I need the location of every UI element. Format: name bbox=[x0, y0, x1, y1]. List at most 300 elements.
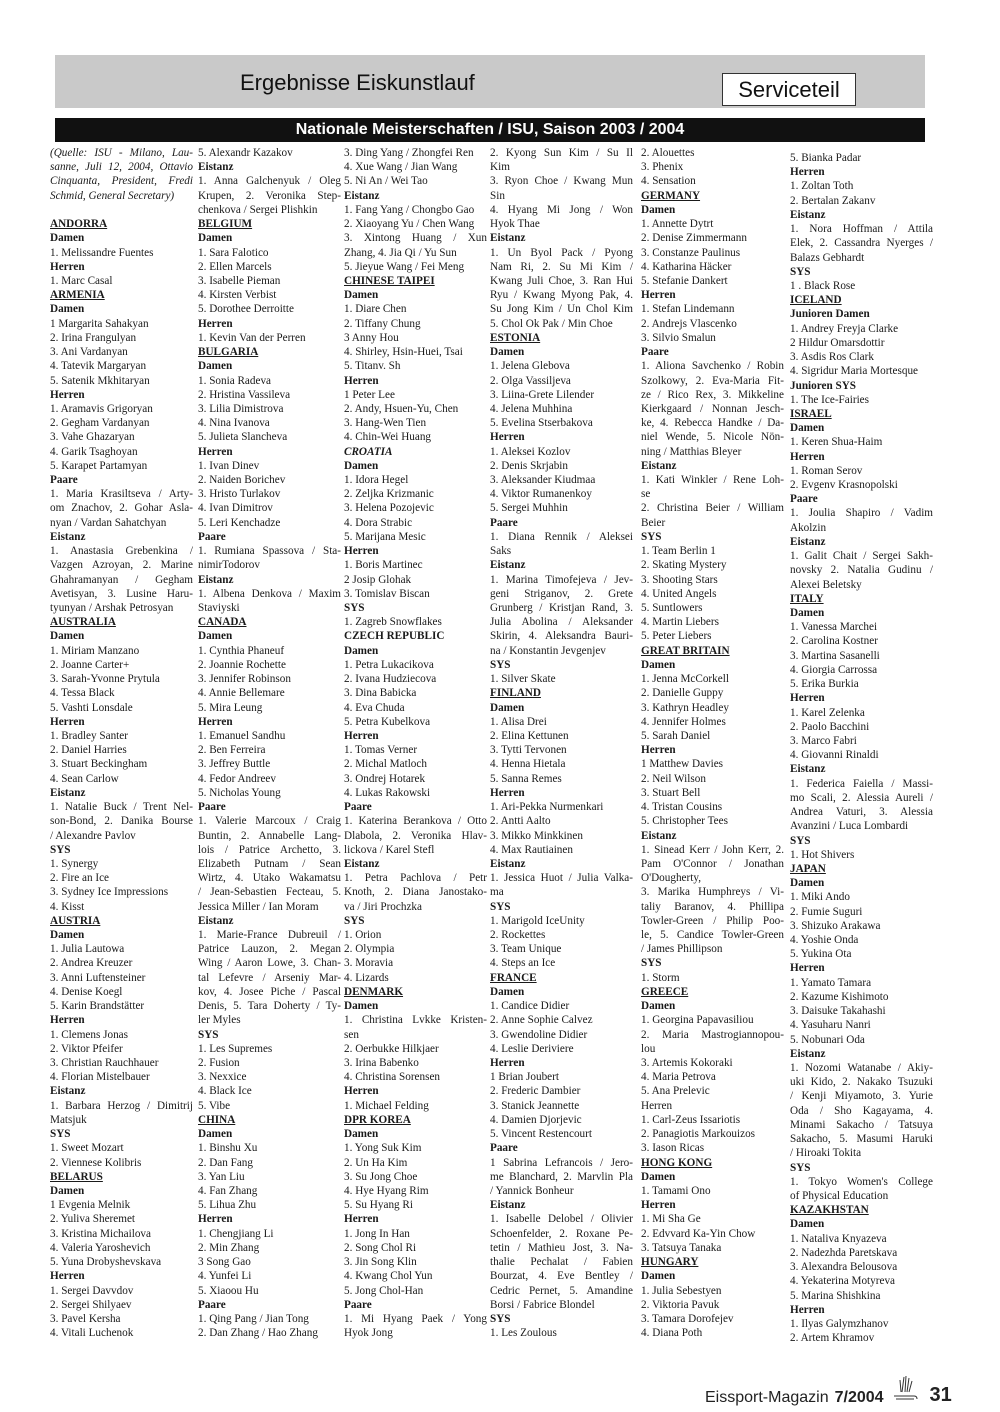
result-line: 1. Petra Pachlova / Petr bbox=[344, 872, 487, 885]
result-line: Oda / Sho Kagayama, 4. bbox=[790, 1104, 933, 1117]
result-line: 3 Song Gao bbox=[198, 1256, 251, 1269]
result-line: Pam O'Connor / Jonathan bbox=[641, 857, 784, 870]
source-note: sanne, Juli 12, 2004, Ottavio bbox=[50, 161, 193, 174]
result-line: 1. Jelena Glebova bbox=[490, 360, 570, 373]
result-line: 3. Asdis Ros Clark bbox=[790, 351, 874, 364]
result-line: 2. Andy, Hsuen-Yu, Chen bbox=[344, 402, 459, 415]
result-line: 2. Fumie Suguri bbox=[790, 905, 863, 918]
result-line: 3. Artemis Kokoraki bbox=[641, 1057, 733, 1069]
category-heading: Damen bbox=[50, 1184, 85, 1197]
category-heading: SYS bbox=[490, 1312, 511, 1325]
category-heading: Damen bbox=[344, 1128, 379, 1141]
result-line: 4. Nina Ivanova bbox=[198, 417, 270, 430]
category-heading: Paare bbox=[344, 801, 372, 814]
result-line: 1. Jessica Huot / Julia Valka- bbox=[490, 872, 633, 885]
result-line: 1. Julia Lautowa bbox=[50, 943, 125, 956]
source-note: (Quelle: ISU - Milano, Lau- bbox=[50, 147, 193, 159]
country-heading: CANADA bbox=[198, 616, 247, 629]
result-line: 2. Denis Skrjabin bbox=[490, 459, 568, 472]
result-line: Patrice Lauzon, 2. Megan bbox=[198, 943, 341, 956]
category-heading: SYS bbox=[50, 1128, 71, 1141]
result-line: 4. Lukas Rakowski bbox=[344, 786, 431, 799]
result-line: 3. Hang-Wen Tien bbox=[344, 417, 427, 430]
category-heading: Damen bbox=[641, 658, 676, 671]
result-line: 4. Leslie Deriviere bbox=[490, 1042, 574, 1055]
result-line: 5. Su Hyang Ri bbox=[344, 1199, 413, 1212]
country-heading: ARMENIA bbox=[50, 289, 105, 302]
result-line: 1. Diana Rennik / Aleksei bbox=[490, 530, 633, 543]
result-line: 5. Sanna Remes bbox=[490, 772, 562, 785]
result-line: 3. Ryon Choe / Kwang Mun bbox=[490, 175, 633, 188]
result-line: 1. Les Zoulous bbox=[490, 1327, 557, 1340]
category-heading: Herren bbox=[344, 1213, 379, 1226]
result-line: 1. Ilyas Galymzhanov bbox=[790, 1317, 889, 1330]
result-line: ke, 4. Rebecca Handke / Da- bbox=[641, 417, 784, 430]
result-line: Bourzat, 4. Eve Bentley / bbox=[490, 1270, 633, 1283]
country-heading: FINLAND bbox=[490, 687, 541, 700]
result-line: 1. Isabelle Delobel / Olivier bbox=[490, 1213, 633, 1226]
result-line: novsky 2. Natalia Gudinu / bbox=[790, 564, 933, 577]
result-line: 3. Jin Song Klin bbox=[344, 1256, 417, 1269]
result-line: / Hiroaki Tokita bbox=[790, 1147, 862, 1160]
result-line: om Znachov, 2. Gohar Asla- bbox=[50, 502, 193, 515]
result-line: 1. Un Byol Pack / Pyong bbox=[490, 246, 633, 259]
result-line: 1. Yong Suk Kim bbox=[344, 1142, 422, 1155]
category-heading: Herren bbox=[198, 317, 233, 330]
result-line: 2. Kazume Kishimoto bbox=[790, 990, 889, 1003]
result-line: 5. Alexandr Kazakov bbox=[198, 147, 293, 159]
result-line: 3. Silvio Smalun bbox=[641, 331, 716, 344]
result-line: lou bbox=[641, 1042, 656, 1055]
category-heading: Damen bbox=[198, 1128, 233, 1141]
result-line: Jessica Miller / Ian Moram bbox=[198, 900, 319, 913]
result-line: 3. Su Jong Choe bbox=[344, 1170, 418, 1183]
result-line: 2. Artem Khramov bbox=[790, 1332, 875, 1345]
country-heading: GREECE bbox=[641, 985, 689, 998]
country-heading: CHINA bbox=[198, 1113, 236, 1126]
result-line: Elizabeth Putnam / Sean bbox=[198, 857, 341, 870]
result-line: 1. Aleksei Kozlov bbox=[490, 445, 571, 458]
category-heading: Herren bbox=[790, 692, 825, 705]
result-line: 3. Shooting Stars bbox=[641, 573, 718, 586]
country-heading: DENMARK bbox=[344, 985, 404, 998]
category-heading: Herren bbox=[344, 545, 379, 558]
category-heading: Herren bbox=[641, 744, 676, 757]
result-line: 1. Anastasia Grebenkina / bbox=[50, 545, 193, 558]
category-heading: Eistanz bbox=[641, 459, 677, 472]
result-line: Szolkowy, 2. Eva-Maria Fit- bbox=[641, 374, 784, 387]
result-line: 5. Chol Ok Pak / Min Choe bbox=[490, 317, 613, 330]
category-heading: Eistanz bbox=[490, 559, 526, 572]
result-line: 4. Kwang Chol Yun bbox=[344, 1270, 433, 1283]
result-line: 5. Suntlowers bbox=[641, 602, 703, 614]
result-line: 2. Joannie Rochette bbox=[198, 658, 286, 671]
result-line: nyan / Vardan Sahatchyan bbox=[50, 516, 167, 529]
result-line: 4. Yunfei Li bbox=[198, 1270, 252, 1283]
category-heading: Eistanz bbox=[50, 786, 86, 799]
banner-title: Nationale Meisterschaften / ISU, Saison 2003 / 2004 bbox=[295, 121, 685, 138]
result-line: 1. Kati Winkler / Rene Loh- bbox=[641, 474, 784, 487]
result-line: 2. Xiaoyang Yu / Chen Wang bbox=[344, 218, 475, 231]
result-line: 3. Helena Pozojevic bbox=[344, 502, 434, 515]
result-line: 4. Hye Hyang Rim bbox=[344, 1184, 429, 1197]
category-heading: SYS bbox=[490, 900, 511, 913]
result-line: 1. Binshu Xu bbox=[198, 1142, 258, 1155]
result-line: Denis, 5. Tara Doherty / Ty- bbox=[198, 1000, 341, 1013]
category-heading: SYS bbox=[344, 602, 365, 614]
result-line: 4. Jelena Muhhina bbox=[490, 402, 573, 415]
result-line: Vazgen Azroyan, 2. Marine bbox=[50, 559, 193, 572]
result-line: 5. Christopher Tees bbox=[641, 815, 728, 828]
result-line: thalie Pechalat / Fabien bbox=[490, 1256, 633, 1269]
result-line: 2. Oerbukke Hilkjaer bbox=[344, 1042, 439, 1055]
result-line: 3. Daisuke Takahashi bbox=[790, 1005, 886, 1018]
result-line: 3. Hristo Turlakov bbox=[198, 488, 281, 501]
result-line: 5. Ana Prelevic bbox=[641, 1085, 710, 1098]
result-line: 4. Shirley, Hsin-Huei, Tsai bbox=[344, 346, 463, 359]
result-line: 4. Sensation bbox=[641, 175, 696, 188]
result-line: 3. Tamara Dorofejev bbox=[641, 1312, 734, 1325]
result-line: 4. Eva Chuda bbox=[344, 701, 405, 714]
result-line: 5. Julieta Slancheva bbox=[198, 431, 288, 444]
result-line: 1. Qing Pang / Jian Tong bbox=[198, 1312, 309, 1325]
result-line: 5. Satenik Mkhitaryan bbox=[50, 374, 150, 387]
result-line: 4. Diana Poth bbox=[641, 1327, 703, 1340]
result-line: 4. Sean Carlow bbox=[50, 772, 119, 785]
result-line: 1. Diare Chen bbox=[344, 303, 407, 316]
result-line: 1. Marie-France Dubreuil / bbox=[198, 929, 341, 942]
category-heading: Herren bbox=[490, 431, 525, 444]
category-heading: Damen bbox=[641, 1170, 676, 1183]
category-heading: Paare bbox=[50, 474, 78, 487]
category-heading: Herren bbox=[490, 786, 525, 799]
country-heading: FRANCE bbox=[490, 971, 537, 984]
result-line: Beier bbox=[641, 516, 666, 529]
result-line: mo Scali, 2. Alessia Aureli / bbox=[790, 791, 933, 804]
result-line: 3. Tomislav Biscan bbox=[344, 587, 430, 600]
result-line: 1. Natalie Buck / Trent Nel- bbox=[50, 801, 193, 814]
country-heading: ANDORRA bbox=[50, 218, 108, 231]
source-note: Schmid, General Secretary) bbox=[50, 189, 175, 202]
result-line: 1. Sinead Kerr / John Kerr, 2. bbox=[641, 843, 784, 856]
result-line bbox=[50, 203, 193, 217]
result-line: 1. Storm bbox=[641, 971, 680, 984]
result-line: 4. Martin Liebers bbox=[641, 616, 719, 629]
result-line: 4. Giorgia Carrossa bbox=[790, 663, 878, 676]
result-line: 4. Viktor Rumanenkoy bbox=[490, 488, 592, 501]
category-heading: Paare bbox=[790, 493, 818, 506]
country-heading: KAZAKHSTAN bbox=[790, 1204, 869, 1217]
country-heading: ITALY bbox=[790, 592, 824, 605]
result-line: 3. Sydney Ice Impressions bbox=[50, 886, 169, 899]
category-heading: Herren bbox=[641, 289, 676, 302]
result-line: 1. Marina Timofejeva / Jev- bbox=[490, 573, 633, 586]
result-line: Andrea Vaturi, 3. Alessia bbox=[790, 806, 933, 819]
result-line: nimirTodorov bbox=[198, 559, 260, 572]
result-line: 1. Carl-Zeus Issariotis bbox=[641, 1113, 741, 1126]
result-line: 3. Sarah-Yvonne Prytula bbox=[50, 673, 160, 686]
result-line: Hyok Thae bbox=[490, 218, 540, 231]
result-line: 1. Stefan Lindemann bbox=[641, 303, 735, 316]
result-line: 1. Nora Hoffman / Attila bbox=[790, 223, 933, 236]
result-line: / Alexandre Pavlov bbox=[50, 829, 136, 842]
result-line: 5. Peter Liebers bbox=[641, 630, 712, 643]
country-heading: GREAT BRITAIN bbox=[641, 644, 730, 657]
result-line: 5. Yuna Drobyshevskava bbox=[50, 1256, 162, 1269]
result-line: Kim bbox=[490, 161, 510, 174]
result-line: 2. Panagiotis Markouizos bbox=[641, 1128, 756, 1141]
category-heading: Damen bbox=[344, 644, 379, 657]
result-line: 2. Yuliva Sheremet bbox=[50, 1213, 136, 1226]
result-line: Knoth, 2. Diana Janostako- bbox=[344, 886, 487, 899]
result-line: 1. Nozomi Watanabe / Akiy- bbox=[790, 1062, 933, 1074]
result-line: 5. Mira Leung bbox=[198, 701, 263, 714]
category-heading: Damen bbox=[790, 607, 825, 619]
result-line: 2. Min Zhang bbox=[198, 1241, 260, 1254]
category-heading: Eistanz bbox=[490, 1199, 526, 1212]
result-line: Sakacho, 5. Masumi Haruki bbox=[790, 1133, 933, 1146]
result-line: 1. Roman Serov bbox=[790, 464, 863, 477]
category-heading: Herren bbox=[344, 1085, 379, 1098]
category-heading: Damen bbox=[490, 701, 525, 714]
result-line: 1. Zagreb Snowflakes bbox=[344, 616, 442, 629]
result-line: 1. Petra Lukacikova bbox=[344, 658, 434, 671]
category-heading: Herren bbox=[490, 1057, 525, 1069]
country-heading: ISRAEL bbox=[790, 407, 832, 420]
result-line: Matsjuk bbox=[50, 1113, 87, 1126]
result-line: 2. Antti Aalto bbox=[490, 815, 551, 828]
results-column-1 bbox=[50, 146, 193, 1340]
result-line: 3. Lilia Dimistrova bbox=[198, 402, 284, 415]
category-heading: Paare bbox=[490, 1142, 518, 1155]
result-line: 1. Keren Shua-Haim bbox=[790, 436, 883, 449]
result-line: 3. Aleksander Kiudmaa bbox=[490, 474, 596, 487]
result-line: 3. Pavel Kersha bbox=[50, 1312, 121, 1325]
result-line: 1. Idora Hegel bbox=[344, 474, 409, 487]
result-line: niel Wende, 5. Nicole Nön- bbox=[641, 431, 784, 444]
result-line: 2. Alouettes bbox=[641, 147, 695, 159]
result-line: 1. Silver Skate bbox=[490, 673, 556, 686]
result-line: 2. Song Chol Ri bbox=[344, 1241, 417, 1254]
category-heading: Herren bbox=[198, 715, 233, 728]
result-line: 2. Zeljka Krizmanic bbox=[344, 488, 434, 501]
country-heading: ICELAND bbox=[790, 294, 842, 307]
result-line: 4. Katharina Häcker bbox=[641, 260, 732, 273]
result-line: 1 Sabrina Lefrancois / Jero- bbox=[490, 1156, 633, 1169]
result-line: 2. Dan Fang bbox=[198, 1156, 253, 1169]
result-line: of Physical Education bbox=[790, 1189, 889, 1202]
result-line: Dlabola, 2. Veronika Hlav- bbox=[344, 829, 487, 842]
result-line: 2. Michal Matloch bbox=[344, 758, 427, 771]
result-line: 5. Jong Chol-Han bbox=[344, 1284, 424, 1297]
result-line: 3. Tytti Tervonen bbox=[490, 744, 567, 757]
result-line: geni Striganov, 2. Grete bbox=[490, 587, 633, 600]
result-line: 4. Denise Koegl bbox=[50, 985, 123, 998]
result-line: 3. Marco Fabri bbox=[790, 734, 857, 747]
result-line: 1. Valerie Marcoux / Craig bbox=[198, 815, 341, 828]
result-line: 5. Nobunari Oda bbox=[790, 1033, 865, 1046]
result-line: 1. Aliona Savchenko / Robin bbox=[641, 360, 784, 373]
result-line: 3. Kathryn Headley bbox=[641, 701, 729, 714]
result-line: 1. Boris Martinec bbox=[344, 559, 423, 572]
result-line: 2. Viktor Pfeifer bbox=[50, 1042, 123, 1055]
result-line: 1. Team Berlin 1 bbox=[641, 545, 716, 558]
result-line: 3. Martina Sasanelli bbox=[790, 649, 880, 662]
issue-number: 7/2004 bbox=[834, 1389, 884, 1406]
result-line: 2. Edvvard Ka-Yin Chow bbox=[641, 1227, 756, 1240]
result-line: 5. Xiaoou Hu bbox=[198, 1284, 259, 1297]
result-line: sen bbox=[344, 1028, 359, 1041]
results-column-6 bbox=[790, 151, 933, 1345]
category-heading: Paare bbox=[198, 801, 226, 814]
result-line: Ghahramanyan / Gegham bbox=[50, 573, 193, 586]
result-line: 1. Galit Chait / Sergei Sakh- bbox=[790, 550, 933, 563]
section-banner bbox=[55, 118, 925, 142]
category-heading: Eistanz bbox=[344, 857, 380, 870]
result-line: 4. Garik Tsaghoyan bbox=[50, 445, 138, 458]
result-line: 2. Ivana Hudziecova bbox=[344, 673, 437, 686]
result-line: 1. Tokyo Women's College bbox=[790, 1175, 933, 1188]
result-line: 3. Yan Liu bbox=[198, 1170, 245, 1183]
result-line: 1 Evgenia Melnik bbox=[50, 1199, 131, 1212]
result-line: 3. Iason Ricas bbox=[641, 1142, 705, 1155]
result-line: 2. Sergei Shilyaev bbox=[50, 1298, 132, 1311]
result-line: 4. Steps an Ice bbox=[490, 957, 556, 970]
result-line: / Yannick Bonheur bbox=[490, 1184, 574, 1197]
result-line: 1. Marigold IceUnity bbox=[490, 914, 585, 927]
category-heading: SYS bbox=[344, 914, 365, 927]
source-note: Cinquanta, President, Fredi bbox=[50, 175, 193, 188]
category-heading: Paare bbox=[198, 530, 226, 543]
category-heading: Herren bbox=[50, 388, 85, 401]
result-line: 2 Hildur Omarsdottir bbox=[790, 336, 885, 349]
category-heading: Damen bbox=[490, 985, 525, 998]
result-line: 1. Zoltan Toth bbox=[790, 180, 854, 193]
page-title: Ergebnisse Eiskunstlauf bbox=[240, 70, 475, 95]
category-heading: Herren bbox=[790, 962, 825, 975]
result-line: Schoenfelder, 2. Roxane Pe- bbox=[490, 1227, 633, 1240]
category-heading: Herren bbox=[790, 450, 825, 463]
result-line: 1. Ari-Pekka Nurmenkari bbox=[490, 801, 604, 814]
result-line: Kierkgaard / Nonnan Jesch- bbox=[641, 402, 784, 415]
result-line: 3. Dina Babicka bbox=[344, 687, 417, 700]
result-line: me Blanchard, 2. Marvlin Pla bbox=[490, 1170, 633, 1183]
skater-icon bbox=[890, 1374, 920, 1407]
result-line: 5. Lihua Zhu bbox=[198, 1199, 257, 1212]
result-line: 1. Vanessa Marchei bbox=[790, 621, 878, 634]
result-line: 3. Irina Babenko bbox=[344, 1057, 419, 1069]
result-line: ning / Matthias Bleyer bbox=[641, 445, 742, 458]
category-heading: SYS bbox=[790, 834, 811, 847]
result-line: 1. Fang Yang / Chongbo Gao bbox=[344, 203, 475, 216]
result-line: ler Myles bbox=[198, 1014, 241, 1027]
result-line: 3. Gwendoline Didier bbox=[490, 1028, 588, 1041]
result-line: 1. Mi Hyang Paek / Yong bbox=[344, 1312, 487, 1325]
result-line: chenkova / Sergei Plishkin bbox=[198, 203, 318, 216]
result-line: 2. Paolo Bacchini bbox=[790, 720, 870, 733]
result-line: taliy Baranov, 4. Phillipa bbox=[641, 900, 784, 913]
result-line: Towler-Green / Philip Poo- bbox=[641, 914, 784, 927]
category-heading: Damen bbox=[641, 1270, 676, 1283]
result-line: 1. Aramavis Grigoryan bbox=[50, 402, 153, 415]
result-line: 2. Ben Ferreira bbox=[198, 744, 266, 757]
result-line: 2. Kyong Sun Kim / Su Il bbox=[490, 147, 633, 159]
country-heading: BULGARIA bbox=[198, 346, 259, 359]
results-column-4 bbox=[490, 146, 633, 1340]
country-heading: JAPAN bbox=[790, 862, 826, 875]
result-line: 2. Olga Vassiljeva bbox=[490, 374, 571, 387]
category-heading: Junioren Damen bbox=[790, 308, 870, 321]
result-line: 2. Anne Sophie Calvez bbox=[490, 1014, 593, 1027]
result-line: Cedric Pernet, 5. Amandine bbox=[490, 1284, 633, 1297]
result-line: tetin / Mathieu Jost, 3. Na- bbox=[490, 1241, 633, 1254]
result-line: 2. Neil Wilson bbox=[641, 772, 706, 785]
result-line: / Jean-Sebastien Fecteau, 5. bbox=[198, 886, 341, 899]
result-line: 2. Nadezhda Paretskava bbox=[790, 1246, 898, 1259]
category-heading: Eistanz bbox=[790, 763, 826, 776]
category-heading: Herren bbox=[641, 1199, 676, 1212]
result-line: 1. Mi Sha Ge bbox=[641, 1213, 701, 1226]
result-line: 2. Joanne Carter+ bbox=[50, 658, 130, 671]
category-heading: Damen bbox=[344, 1000, 379, 1013]
result-line: Minami Sakacho / Tatsuya bbox=[790, 1118, 933, 1131]
result-line: 1. Cynthia Phaneuf bbox=[198, 644, 285, 657]
result-line: 4. Tatevik Margaryan bbox=[50, 360, 147, 373]
result-line: Wing / Aaron Lowe, 3. Chan- bbox=[198, 957, 341, 970]
result-line: 1. Katerina Berankova / Otto bbox=[344, 815, 487, 828]
category-heading: Herren bbox=[344, 374, 379, 387]
result-line: 3. Isabelle Pieman bbox=[198, 274, 281, 287]
category-heading: Damen bbox=[50, 232, 85, 245]
result-line: 4. Tristan Cousins bbox=[641, 801, 723, 814]
result-line: 3. Moravia bbox=[344, 957, 394, 970]
result-line: 1. Miriam Manzano bbox=[50, 644, 140, 657]
result-line: 4. Ivan Dimitrov bbox=[198, 502, 273, 515]
result-line: 4. Damien Djorjevic bbox=[490, 1113, 582, 1126]
category-heading: Eistanz bbox=[198, 161, 234, 174]
result-line: 1. Hot Shivers bbox=[790, 848, 855, 861]
result-line: 1. Melissandre Fuentes bbox=[50, 246, 154, 259]
country-heading: ESTONIA bbox=[490, 331, 541, 344]
result-line: 3. Vahe Ghazaryan bbox=[50, 431, 135, 444]
result-line: 2. Ellen Marcels bbox=[198, 260, 272, 273]
result-line: 1. Sergei Davvdov bbox=[50, 1284, 134, 1297]
result-line: 1. Jenna McCorkell bbox=[641, 673, 729, 686]
result-line: 5. Sergei Muhhin bbox=[490, 502, 568, 515]
result-line: 3. Jeffrey Buttle bbox=[198, 758, 271, 771]
category-heading: Paare bbox=[641, 346, 669, 359]
result-line: 5. Titanv. Sh bbox=[344, 360, 401, 373]
result-line: 5. Vincent Restencourt bbox=[490, 1128, 592, 1141]
result-line: 5. Nicholas Young bbox=[198, 786, 281, 799]
country-heading: BELGIUM bbox=[198, 218, 253, 231]
result-line: Zhang, 4. Jia Qi / Yu Sun bbox=[344, 246, 457, 259]
result-line: Herren bbox=[641, 1099, 673, 1112]
result-line: 1. Nataliva Knyazeva bbox=[790, 1232, 887, 1245]
section-label: Serviceteil bbox=[722, 73, 856, 106]
result-line: 3. Mikko Minkkinen bbox=[490, 829, 583, 842]
result-line: 1. Bradley Santer bbox=[50, 729, 128, 742]
result-line: 2. Dan Zhang / Hao Zhang bbox=[198, 1327, 318, 1340]
result-line: 4. Max Rautiainen bbox=[490, 843, 573, 856]
results-column-2 bbox=[198, 146, 341, 1340]
category-heading: Herren bbox=[198, 1213, 233, 1226]
category-heading: Herren bbox=[790, 1303, 825, 1316]
result-line: 4. Kisst bbox=[50, 900, 85, 913]
category-heading: Damen bbox=[490, 346, 525, 359]
result-line: 1. Candice Didier bbox=[490, 1000, 570, 1013]
category-heading: Damen bbox=[790, 877, 825, 890]
